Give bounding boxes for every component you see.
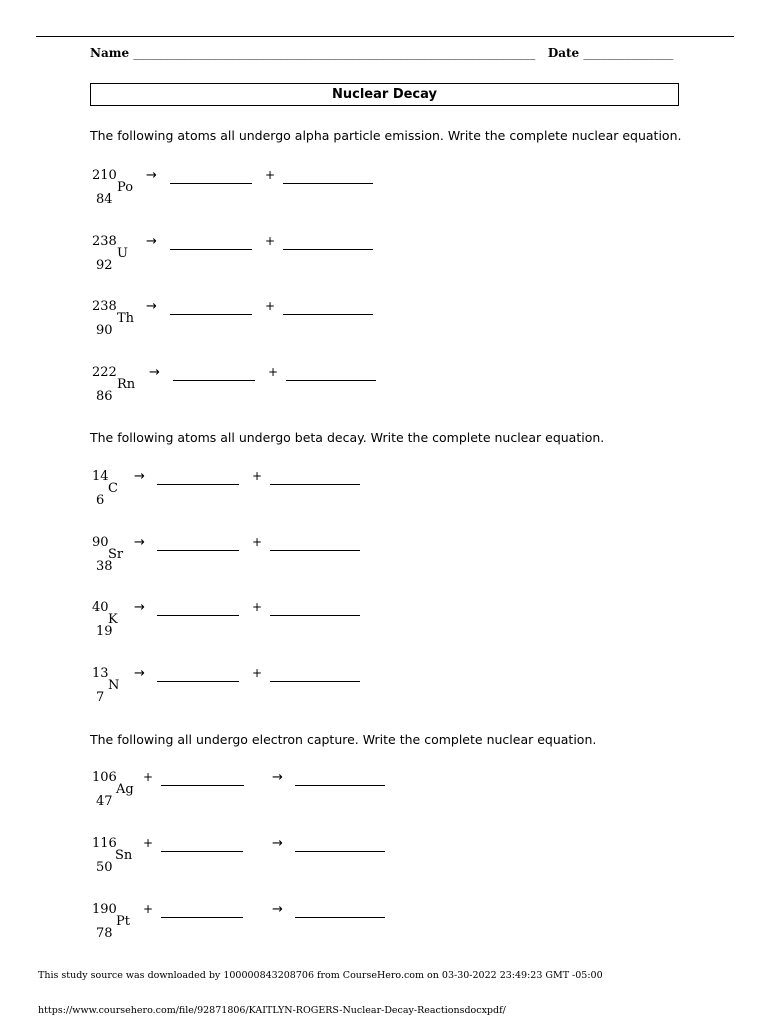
element-symbol: N <box>108 678 120 693</box>
element-symbol: Pt <box>116 914 130 929</box>
answer-blank-1[interactable] <box>161 917 243 918</box>
arrow-icon: → <box>272 770 283 785</box>
mass-number: 238 <box>92 234 117 249</box>
mass-number: 14 <box>92 469 109 484</box>
capture-equation-3 <box>90 902 410 944</box>
mass-number: 106 <box>92 770 117 785</box>
plus-sign: + <box>268 365 279 379</box>
source-url[interactable]: https://www.coursehero.com/file/92871806/KAITLYN-ROGERS-Nuclear-Decay-Reactionsdocxpdf/ <box>38 1005 506 1016</box>
atomic-number: 86 <box>96 389 113 404</box>
atomic-number: 78 <box>96 926 113 941</box>
answer-blank-2[interactable] <box>283 249 373 250</box>
arrow-icon: → <box>272 902 283 917</box>
answer-blank-1[interactable] <box>157 615 239 616</box>
beta-instruction: The following atoms all undergo beta decay. Write the complete nuclear equation. <box>90 430 605 445</box>
name-label: Name <box>90 46 130 60</box>
answer-blank-1[interactable] <box>170 249 252 250</box>
arrow-icon: → <box>146 168 157 183</box>
answer-blank-2[interactable] <box>270 681 360 682</box>
mass-number: 222 <box>92 365 117 380</box>
arrow-icon: → <box>134 666 145 681</box>
arrow-icon: → <box>134 469 145 484</box>
answer-blank-1[interactable] <box>161 785 244 786</box>
answer-blank-1[interactable] <box>170 314 252 315</box>
mass-number: 90 <box>92 535 109 550</box>
atomic-number: 92 <box>96 258 113 273</box>
alpha-equation-3 <box>90 299 410 341</box>
arrow-icon: → <box>134 600 145 615</box>
atomic-number: 19 <box>96 624 113 639</box>
arrow-icon: → <box>146 234 157 249</box>
mass-number: 190 <box>92 902 117 917</box>
alpha-instruction: The following atoms all undergo alpha particle emission. Write the complete nuclear equation. <box>90 128 682 143</box>
page-title: Nuclear Decay <box>90 83 679 106</box>
beta-equation-3 <box>90 600 410 642</box>
name-field[interactable]: ___________________________________________________________________ <box>133 46 536 60</box>
atomic-number: 38 <box>96 559 113 574</box>
atomic-number: 47 <box>96 794 113 809</box>
mass-number: 210 <box>92 168 117 183</box>
element-symbol: Ag <box>116 782 134 797</box>
answer-blank-2[interactable] <box>270 615 360 616</box>
answer-blank-1[interactable] <box>161 851 243 852</box>
atomic-number: 90 <box>96 323 113 338</box>
mass-number: 116 <box>92 836 117 851</box>
answer-blank-2[interactable] <box>283 183 373 184</box>
alpha-equation-2 <box>90 234 410 276</box>
plus-sign: + <box>265 234 276 248</box>
atomic-number: 50 <box>96 860 113 875</box>
element-symbol: K <box>108 612 118 627</box>
answer-blank-2[interactable] <box>283 314 373 315</box>
answer-blank-1[interactable] <box>157 681 239 682</box>
arrow-icon: → <box>272 836 283 851</box>
answer-blank-1[interactable] <box>157 550 239 551</box>
capture-instruction: The following all undergo electron capture. Write the complete nuclear equation. <box>90 732 597 747</box>
element-symbol: Th <box>117 311 135 326</box>
answer-blank-2[interactable] <box>286 380 376 381</box>
capture-equation-2 <box>90 836 410 878</box>
plus-sign: + <box>143 836 154 850</box>
answer-blank-2[interactable] <box>270 550 360 551</box>
mass-number: 13 <box>92 666 109 681</box>
element-symbol: Sn <box>115 848 133 863</box>
alpha-equation-1 <box>90 168 410 210</box>
answer-blank-1[interactable] <box>173 380 255 381</box>
plus-sign: + <box>252 600 263 614</box>
element-symbol: Po <box>117 180 134 195</box>
answer-blank-2[interactable] <box>295 851 385 852</box>
download-notice: This study source was downloaded by 100000843208706 from CourseHero.com on 03-30-2022 23:49:23 GMT -05:00 <box>38 970 603 981</box>
mass-number: 40 <box>92 600 109 615</box>
answer-blank-2[interactable] <box>270 484 360 485</box>
atomic-number: 6 <box>96 493 105 508</box>
alpha-equation-4 <box>90 365 410 407</box>
date-label: Date <box>547 46 580 60</box>
answer-blank-1[interactable] <box>170 183 252 184</box>
plus-sign: + <box>252 535 263 549</box>
beta-equation-2 <box>90 535 410 577</box>
answer-blank-2[interactable] <box>295 917 385 918</box>
plus-sign: + <box>265 168 276 182</box>
answer-blank-1[interactable] <box>157 484 239 485</box>
plus-sign: + <box>252 666 263 680</box>
date-field[interactable]: _______________ <box>583 46 674 60</box>
beta-equation-4 <box>90 666 410 708</box>
top-rule <box>36 36 734 37</box>
element-symbol: U <box>117 246 128 261</box>
element-symbol: Sr <box>108 547 124 562</box>
answer-blank-2[interactable] <box>295 785 385 786</box>
element-symbol: Rn <box>117 377 136 392</box>
arrow-icon: → <box>146 299 157 314</box>
arrow-icon: → <box>149 365 160 380</box>
arrow-icon: → <box>134 535 145 550</box>
plus-sign: + <box>265 299 276 313</box>
atomic-number: 84 <box>96 192 113 207</box>
beta-equation-1 <box>90 469 410 511</box>
capture-equation-1 <box>90 770 410 812</box>
plus-sign: + <box>143 902 154 916</box>
plus-sign: + <box>252 469 263 483</box>
name-date-row <box>90 46 673 60</box>
element-symbol: C <box>108 481 118 496</box>
mass-number: 238 <box>92 299 117 314</box>
plus-sign: + <box>143 770 154 784</box>
atomic-number: 7 <box>96 690 105 705</box>
